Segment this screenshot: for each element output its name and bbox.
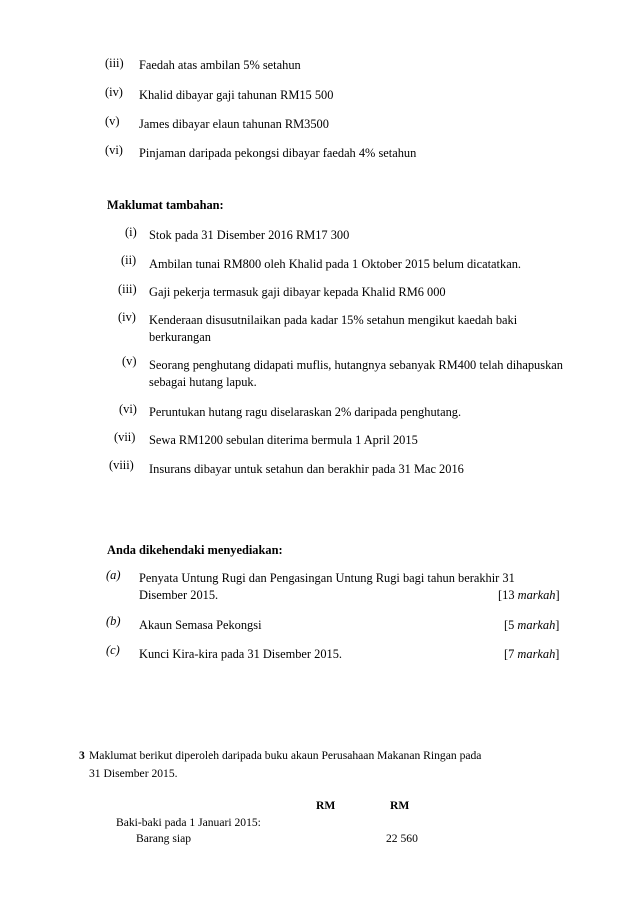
info-number: (iii) [118,282,137,296]
info-item-text: Peruntukan hutang ragu diselaraskan 2% daripada penghutang. [149,405,462,419]
info-number: (viii) [109,458,134,472]
info-item-text: Ambilan tunai RM800 oleh Khalid pada 1 Oktober 2015 belum dicatatkan. [149,257,521,271]
info-number: (iv) [118,310,136,324]
info-number: (vii) [114,430,136,444]
row-label: Barang siap [136,832,192,845]
required-letter: (c) [106,643,120,657]
marks-label: [7 markah] [504,647,560,661]
info-item-text: Kenderaan disusutnilaikan pada kadar 15% setahun mengikut kaedah baki [149,313,518,327]
list-item-text: James dibayar elaun tahunan RM3500 [139,117,329,131]
required-letter: (b) [106,614,121,628]
info-item-text: Sewa RM1200 sebulan diterima bermula 1 April 2015 [149,433,418,447]
required-item-text: Penyata Untung Rugi dan Pengasingan Untung Rugi bagi tahun berakhir 31 [139,571,515,585]
info-item-text: Insurans dibayar untuk setahun dan berakhir pada 31 Mac 2016 [149,462,464,476]
list-number: (iv) [105,85,123,99]
list-number: (v) [105,114,120,128]
column-header-rm: RM [316,799,336,812]
info-item-text-cont: berkurangan [149,330,211,344]
info-number: (vi) [119,402,137,416]
info-item-text: Stok pada 31 Disember 2016 RM17 300 [149,228,350,242]
list-item-text: Faedah atas ambilan 5% setahun [139,58,301,72]
list-item-text: Pinjaman daripada pekongsi dibayar faedah 4% setahun [139,146,417,160]
info-number: (v) [122,354,137,368]
required-letter: (a) [106,568,121,582]
required-item-text: Akaun Semasa Pekongsi [139,618,262,632]
question-number: 3 [79,749,85,762]
question-text-cont: 31 Disember 2015. [89,767,178,780]
info-item-text-cont: sebagai hutang lapuk. [149,375,257,389]
info-item-text: Seorang penghutang didapati muflis, hutangnya sebanyak RM400 telah dihapuskan [149,358,563,372]
info-number: (ii) [121,253,137,267]
row-value: 22 560 [386,832,418,845]
marks-label: [5 markah] [504,618,560,632]
required-item-text-cont: Disember 2015. [139,588,219,602]
required-item-text: Kunci Kira-kira pada 31 Disember 2015. [139,647,343,661]
question-text: Maklumat berikut diperoleh daripada buku akaun Perusahaan Makanan Ringan pada [89,749,482,762]
additional-info-heading: Maklumat tambahan: [107,198,224,212]
marks-label: [13 markah] [498,588,560,602]
list-number: (vi) [105,143,123,157]
info-number: (i) [125,225,137,239]
balances-label: Baki-baki pada 1 Januari 2015: [116,816,261,829]
info-item-text: Gaji pekerja termasuk gaji dibayar kepada Khalid RM6 000 [149,285,446,299]
column-header-rm: RM [390,799,410,812]
list-item-text: Khalid dibayar gaji tahunan RM15 500 [139,88,334,102]
list-number: (iii) [105,56,124,70]
required-heading: Anda dikehendaki menyediakan: [107,543,283,557]
